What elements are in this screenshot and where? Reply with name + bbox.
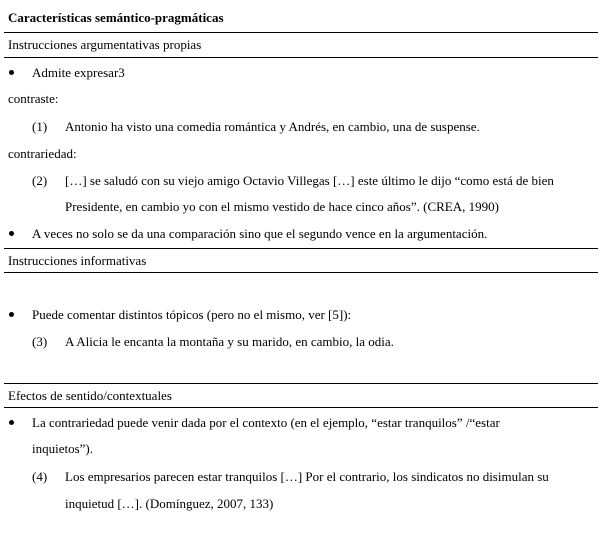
list-item: Admite expresar3 bbox=[32, 65, 125, 80]
example-number: (2) bbox=[32, 173, 48, 188]
example-text: A Alicia le encanta la montaña y su marido, en cambio, la odia. bbox=[65, 334, 394, 349]
example-text: Antonio ha visto una comedia romántica y Andrés, en cambio, una de suspense. bbox=[65, 119, 480, 134]
example-number: (3) bbox=[32, 334, 48, 349]
bullet-icon bbox=[9, 231, 14, 236]
example-text: […] se saludó con su viejo amigo Octavio Villegas […] este último le dijo “como está de bien bbox=[65, 173, 554, 188]
bullet-icon bbox=[9, 420, 14, 425]
list-item: A veces no solo se da una comparación sino que el segundo vence en la argumentación. bbox=[32, 226, 488, 241]
example-number: (4) bbox=[32, 469, 48, 484]
example-text: Presidente, en cambio yo con el mismo vestido de hace cinco años”. (CREA, 1990) bbox=[65, 199, 499, 214]
list-item: Puede comentar distintos tópicos (pero no el mismo, ver [5]): bbox=[32, 307, 352, 322]
section-heading-contextual: Efectos de sentido/contextuales bbox=[8, 388, 172, 403]
divider bbox=[4, 32, 598, 33]
divider bbox=[4, 407, 598, 408]
section-heading-argumentative: Instrucciones argumentativas propias bbox=[8, 37, 202, 52]
example-text: Los empresarios parecen estar tranquilos […] Por el contrario, los sindicatos no disimulan su bbox=[65, 469, 549, 484]
label-contrast: contraste: bbox=[8, 91, 59, 106]
divider bbox=[4, 57, 598, 58]
label-contrariety: contrariedad: bbox=[8, 146, 77, 161]
section-heading-informative: Instrucciones informativas bbox=[8, 253, 147, 268]
bullet-icon bbox=[9, 312, 14, 317]
divider bbox=[4, 383, 598, 384]
table-title: Características semántico-pragmáticas bbox=[8, 10, 224, 25]
example-text: inquietud […]. (Domínguez, 2007, 133) bbox=[65, 496, 274, 511]
bullet-icon bbox=[9, 70, 14, 75]
list-item: La contrariedad puede venir dada por el contexto (en el ejemplo, “estar tranquilos” /“estar bbox=[32, 415, 500, 430]
divider bbox=[4, 272, 598, 273]
example-number: (1) bbox=[32, 119, 48, 134]
list-item-continuation: inquietos”). bbox=[32, 441, 94, 456]
divider bbox=[4, 248, 598, 249]
